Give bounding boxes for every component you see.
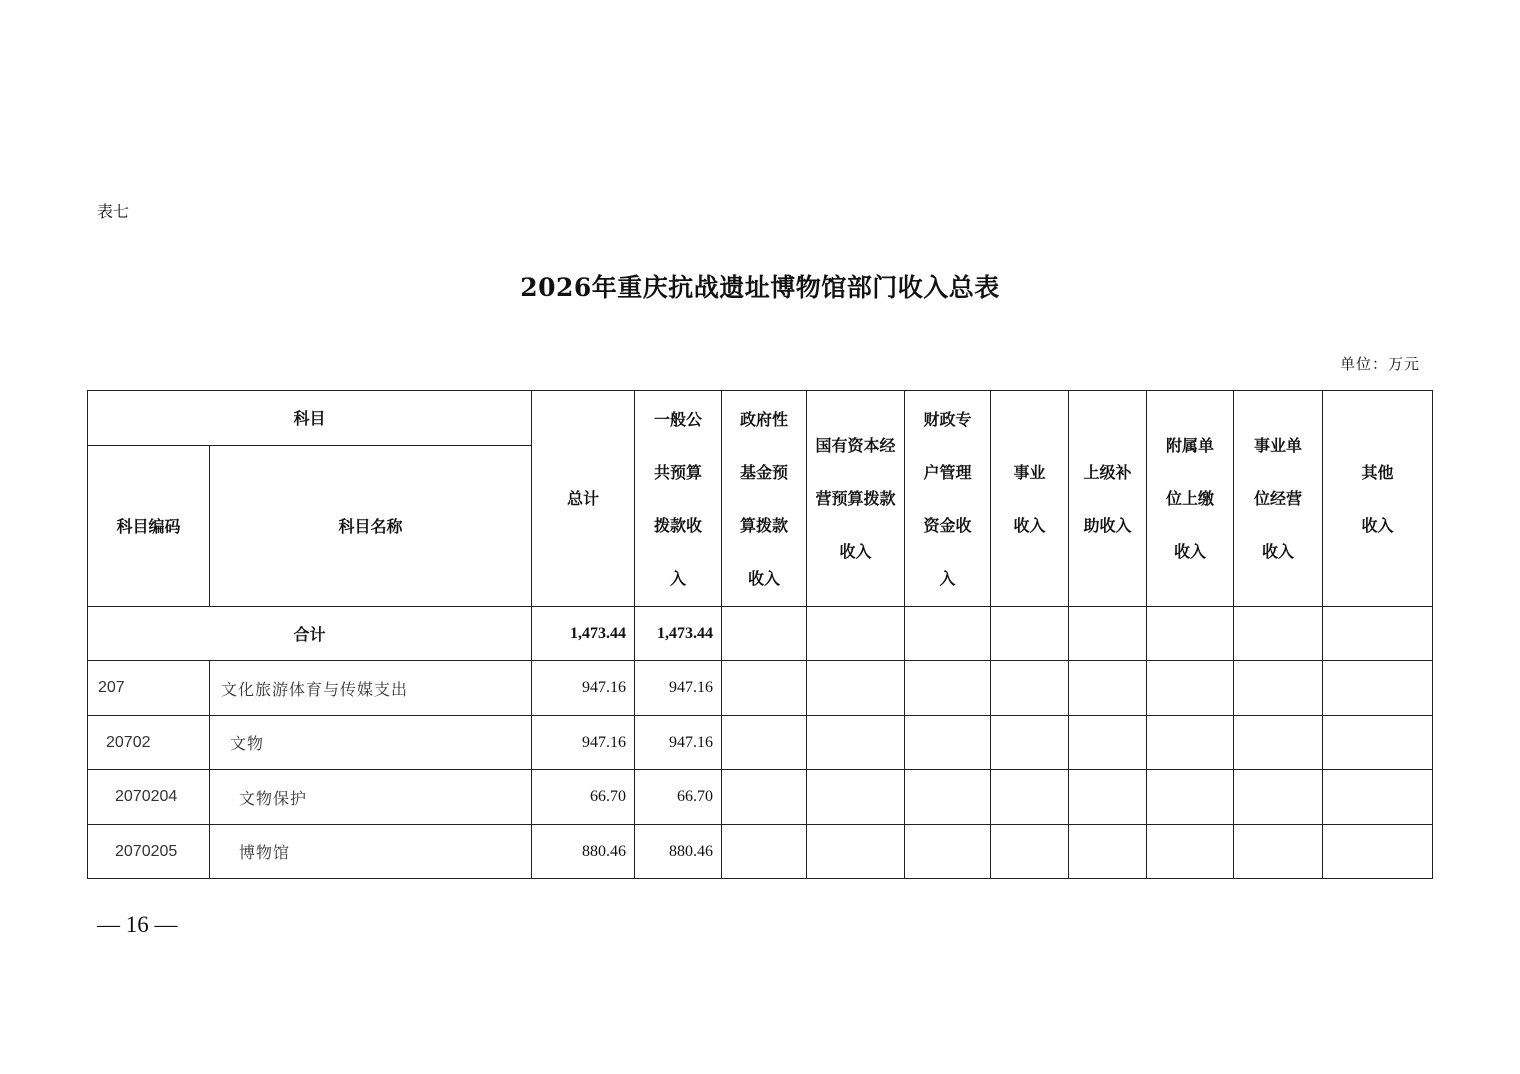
row-name: 文物 bbox=[210, 716, 532, 770]
row-total: 880.46 bbox=[532, 825, 635, 879]
row-code: 2070204 bbox=[88, 770, 210, 825]
row-code: 2070205 bbox=[88, 825, 210, 879]
row-total: 66.70 bbox=[532, 770, 635, 825]
header-fiscal-special-text: 财政专户管理资金收入 bbox=[923, 409, 972, 588]
header-fiscal-special bbox=[905, 391, 991, 607]
header-business-income bbox=[991, 391, 1069, 607]
total-label: 合计 bbox=[88, 607, 532, 661]
row-name: 文化旅游体育与传媒支出 bbox=[210, 661, 532, 716]
header-state-capital bbox=[807, 391, 905, 607]
row-code: 20702 bbox=[88, 716, 210, 770]
row-general-budget: 947.16 bbox=[635, 661, 722, 716]
row-name: 文物保护 bbox=[210, 770, 532, 825]
header-gov-fund-text: 政府性基金预算拨款收入 bbox=[740, 409, 789, 588]
table-row bbox=[88, 770, 1433, 825]
header-business-income-text: 事业收入 bbox=[1013, 462, 1046, 535]
header-unit-operations bbox=[1234, 391, 1323, 607]
row-total: 947.16 bbox=[532, 716, 635, 770]
table-row bbox=[88, 661, 1433, 716]
page-title: 2026年重庆抗战遗址博物馆部门收入总表 bbox=[520, 273, 1000, 302]
table-row bbox=[88, 825, 1433, 879]
header-affiliated-units-text: 附属单位上缴收入 bbox=[1166, 436, 1215, 561]
header-general-budget-text: 一般公共预算拨款收入 bbox=[654, 409, 703, 588]
row-code: 207 bbox=[88, 661, 210, 716]
table-label: 表七 bbox=[97, 202, 130, 221]
header-subject-name: 科目名称 bbox=[210, 446, 532, 607]
row-general-budget: 947.16 bbox=[635, 716, 722, 770]
header-gov-fund bbox=[722, 391, 807, 607]
header-affiliated-units bbox=[1147, 391, 1234, 607]
header-other-income-text: 其他收入 bbox=[1361, 462, 1394, 535]
total-general-budget: 1,473.44 bbox=[635, 607, 722, 661]
header-general-budget bbox=[635, 391, 722, 607]
header-superior-subsidy-text: 上级补助收入 bbox=[1083, 462, 1132, 535]
row-name: 博物馆 bbox=[210, 825, 532, 879]
income-summary-table bbox=[87, 390, 1433, 879]
header-subject-code: 科目编码 bbox=[88, 446, 210, 607]
header-other-income bbox=[1323, 391, 1433, 607]
header-total: 总计 bbox=[532, 391, 635, 607]
row-general-budget: 880.46 bbox=[635, 825, 722, 879]
total-total: 1,473.44 bbox=[532, 607, 635, 661]
page-number: — 16 — bbox=[97, 912, 178, 937]
header-superior-subsidy bbox=[1069, 391, 1147, 607]
total-row bbox=[88, 607, 1433, 661]
row-total: 947.16 bbox=[532, 661, 635, 716]
header-state-capital-text: 国有资本经营预算拨款收入 bbox=[815, 436, 896, 561]
header-unit-operations-text: 事业单位经营收入 bbox=[1254, 436, 1303, 561]
unit-label: 单位：万元 bbox=[1339, 355, 1420, 373]
table-row bbox=[88, 716, 1433, 770]
row-general-budget: 66.70 bbox=[635, 770, 722, 825]
header-subject-group: 科目 bbox=[88, 391, 532, 446]
